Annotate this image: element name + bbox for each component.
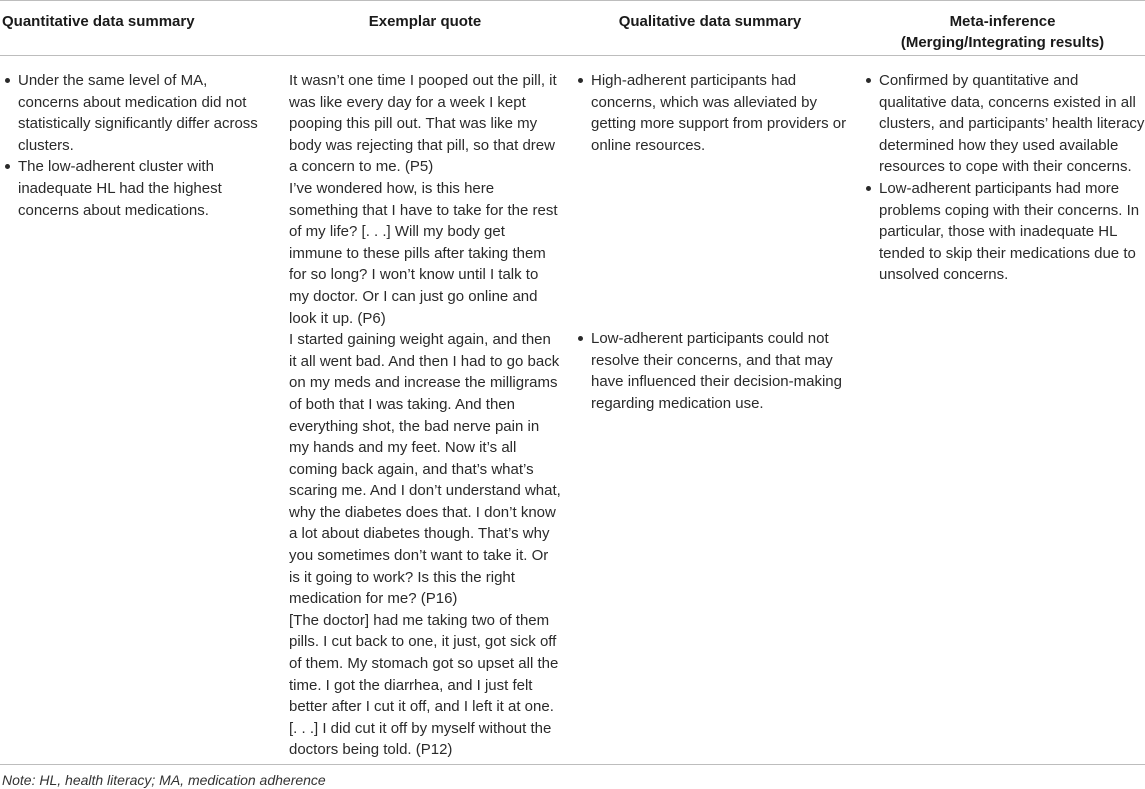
qualitative-text: Low-adherent participants could not resolve their concerns, and that may have influenced their decision-making regarding medication use. [591, 330, 842, 412]
table-bottom-rule [0, 764, 1145, 765]
quote-column [289, 70, 561, 761]
list-item [863, 178, 1145, 286]
bullet-icon [866, 78, 871, 83]
header-meta-line1: Meta-inference [949, 13, 1056, 30]
bullet-icon [5, 164, 10, 169]
list-item [575, 70, 850, 156]
meta-text: Confirmed by quantitative and qualitative data, concerns existed in all clusters, and participants’ health literacy determined how they used available resources to cope with their concerns. [879, 72, 1145, 176]
table-top-rule [0, 0, 1145, 1]
header-meta-inference [860, 11, 1145, 53]
list-item [575, 328, 850, 414]
header-exemplar-quote: Exemplar quote [368, 13, 482, 30]
quote-p5: It wasn’t one time I pooped out the pill, it was like every day for a week I kept pooping this pill out. That was like my body was rejecting that pill, so that drew a concern to me. (P5) [289, 72, 557, 176]
header-rule [0, 55, 1145, 56]
meta-text: Low-adherent participants had more problems coping with their concerns. In particular, those with inadequate HL tended to skip their medications due to unsolved concerns. [879, 179, 1140, 284]
list-item [863, 70, 1145, 178]
bullet-icon [866, 186, 871, 191]
list-item [2, 156, 272, 221]
quote-p6: I’ve wondered how, is this here something that I have to take for the rest of my life? [. . .] Will my body get immune to these pills after taking them for so long? I won’t know until I talk to my doctor. Or I can just go online and look it up. (P6) [289, 179, 558, 327]
qualitative-column-1 [575, 70, 850, 156]
bullet-icon [578, 336, 583, 341]
bullet-icon [578, 78, 583, 83]
qualitative-text: High-adherent participants had concerns, which was alleviated by getting more support from providers or online resources. [591, 72, 847, 154]
quantitative-column [2, 70, 272, 221]
qualitative-column-2 [575, 328, 850, 414]
quantitative-text: Under the same level of MA, concerns about medication did not statistically significantly differ across clusters. [18, 72, 258, 154]
quantitative-text: The low-adherent cluster with inadequate HL had the highest concerns about medications. [18, 158, 222, 219]
quote-p16: I started gaining weight again, and then it all went bad. And then I had to go back on my meds and increase the milligrams of both that I was taking. And then everything shot, the bad nerve pain in my hands and my feet. Now it’s all coming back again, and that’s what’s scaring me. And I don’t understand what, why the diabetes does that. I don’t know a lot about diabetes though. That’s why you sometimes don’t want to take it. Or is it going to work? Is this the right medication for me? (P16) [289, 331, 561, 608]
header-quantitative: Quantitative data summary [2, 13, 195, 30]
list-item [2, 70, 272, 156]
meta-column [863, 70, 1145, 286]
table-note: Note: HL, health literacy; MA, medication adherence [2, 772, 326, 788]
header-meta-line2: (Merging/Integrating results) [900, 34, 1105, 51]
quote-p12: [The doctor] had me taking two of them pills. I cut back to one, it just, got sick off of them. My stomach got so upset all the time. I got the diarrhea, and I just felt better after I cut it off, and I left it at one. [. . .] I did cut it off by myself without the doctors being told. (P12) [289, 611, 559, 759]
bullet-icon [5, 78, 10, 83]
header-qualitative: Qualitative data summary [618, 13, 802, 30]
